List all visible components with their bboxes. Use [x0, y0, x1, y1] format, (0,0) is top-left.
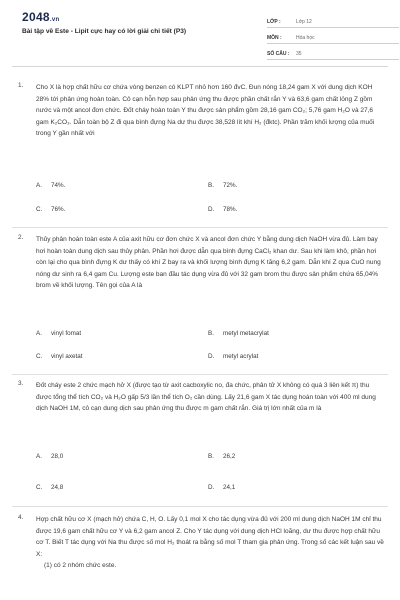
- question-separator: [12, 227, 388, 228]
- option-a[interactable]: A. 28,0: [36, 453, 64, 460]
- meta-row-subject: [267, 28, 399, 44]
- meta-label: LỚP :: [267, 18, 281, 25]
- question-number: 2.: [18, 234, 24, 241]
- meta-info: [267, 12, 399, 60]
- option-c[interactable]: C. vinyl axetat: [36, 353, 83, 360]
- question-1: [12, 82, 388, 222]
- question-3: [12, 380, 388, 502]
- meta-label: SỐ CÂU :: [267, 50, 290, 57]
- meta-value: 35: [296, 50, 302, 57]
- meta-row-count: [267, 44, 399, 60]
- option-b[interactable]: B. 72%.: [208, 182, 238, 189]
- question-number: 4.: [18, 514, 24, 521]
- page-header: [12, 0, 388, 66]
- option-c[interactable]: C. 76%.: [36, 206, 66, 213]
- question-2: [12, 234, 388, 372]
- option-a[interactable]: A. 74%.: [36, 182, 66, 189]
- question-separator: [12, 374, 388, 375]
- meta-row-class: [267, 12, 399, 28]
- option-b[interactable]: B. metyl metacrylat: [208, 330, 269, 337]
- option-d[interactable]: D. 24,1: [208, 484, 236, 491]
- question-separator: [12, 506, 388, 507]
- header-divider: [12, 66, 388, 67]
- site-logo[interactable]: 2048.vn: [22, 10, 60, 24]
- meta-value: Lớp 12: [296, 18, 312, 25]
- statement-item: (1) có 2 nhóm chức este.: [44, 562, 117, 569]
- document-title: Bài tập về Este - Lipit cực hay có lời giải chi tiết (P3): [22, 28, 187, 35]
- question-4: [12, 514, 388, 600]
- meta-value: Hóa học: [296, 34, 315, 41]
- option-d[interactable]: D. 78%.: [208, 206, 238, 213]
- option-c[interactable]: C. 24,8: [36, 484, 64, 491]
- meta-label: MÔN :: [267, 34, 282, 41]
- question-number: 3.: [18, 380, 24, 387]
- option-b[interactable]: B. 26,2: [208, 453, 236, 460]
- option-a[interactable]: A. vinyl fomat: [36, 330, 82, 337]
- question-number: 1.: [18, 82, 24, 89]
- option-d[interactable]: D. metyl acrylat: [208, 353, 259, 360]
- question-text: Cho X là hợp chất hữu cơ chứa vòng benzen có KLPT nhỏ hơn 160 đvC. Đun nóng 18,24 gam X với dung dịch KOH 28% tới phản ứng hoàn toàn. Cô cạn hỗn hợp sau phản ứng thu được phần chất rắn Y và 63,6 gam chất lỏng Z gồm nước và một ancol đơn chức. Đốt cháy hoàn toàn Y thu được sản phẩm gồm 28,16 gam CO₂; 5,76 gam H₂O và 27,6 gam K₂CO₃. Dẫn toàn bộ Z đi qua bình đựng Na dư thu được 38,528 lít khí H₂ (đktc). Phần trăm khối lượng của muối trong Y gần nhất với: [36, 84, 375, 137]
- question-text: Thủy phân hoàn toàn este A của axit hữu cơ đơn chức X và ancol đơn chức Y bằng dung dịch NaOH vừa đủ. Làm bay hơi hoàn toàn dung dịch sau thủy phân. Phần hơi được dẫn qua bình đựng CaCl₂ khan dư. Sau khi làm khô, phần hơi còn lại cho qua bình đựng K dư thấy có khí Z bay ra và khối lượng bình đựng K tăng 6,2 gam. Dẫn khí Z qua CuO nung nóng dư sinh ra 6,4 gam Cu. Lượng este ban đầu tác dụng vừa đủ với 32 gam brom thu được sản phẩm chứa 65,04% brom về khối lượng. Tên gọi của A là: [36, 236, 381, 289]
- question-text: [36, 514, 386, 572]
- question-body: Hợp chất hữu cơ X (mạch hở) chứa C, H, O. Lấy 0,1 mol X cho tác dụng vừa đủ với 200 ml dung dịch NaOH 1M chỉ thu được 19,6 gam chất hữu cơ Y và 6,2 gam ancol Z. Cho Y tác dụng với dung dịch HCl loãng, dư thu được hợp chất hữu cơ T. Biết T tác dụng với Na thu được số mol H₂ thoát ra bằng số mol T tham gia phản ứng. Trong số các kết luận sau về X:: [36, 516, 384, 558]
- question-text: Đốt cháy este 2 chức mạch hở X (được tạo từ axit cacboxylic no, đa chức, phân tử X không có quá 3 liên kết π) thu được tổng thể tích CO₂ và H₂O gấp 5/3 lần thể tích O₂ cần dùng. Lấy 21,6 gam X tác dụng hoàn toàn với 400 ml dung dịch NaOH 1M, cô cạn dung dịch sau phản ứng thu được m gam chất rắn. Giá trị lớn nhất của m là: [36, 382, 376, 412]
